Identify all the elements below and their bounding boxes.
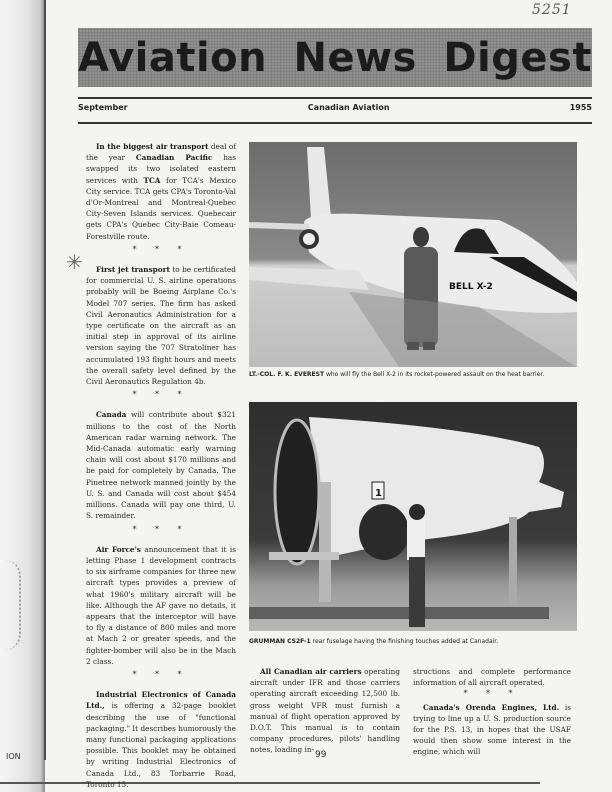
photo-bell-x2 [249,142,577,367]
page-binding-shadow [0,0,45,792]
news-column-middle [250,666,400,756]
news-item-continued: structions and complete performance information of all aircraft operated. [413,667,571,688]
photo-caption-grumman: GRUMMAN CS2F-1 rear fuselage having the finishing touches added at Canadair. [249,638,499,645]
news-item-air-carriers-manual: All Canadian air carriers operating aircraft under IFR and those carriers operating aircraft exceeding 12,500 lb. gross weight VFR must furnish a manual of flight operation approved by D.O.T. This manual is to contain company procedures, pilots' handling notes, loading in- [250,667,400,755]
news-column-left [86,141,236,790]
binding-edge [44,0,46,760]
news-item-industrial-electronics: Industrial Electronics of Canada Ltd., is offering a 32-page booklet describing the use of "functional packaging." It describes humorously the many functional packaging applications possible. This booklet may be obtained by writing Industrial Electronics of Canada Ltd., 83 Torbarrie Road, Toronto 15. [86,690,236,789]
header-year: 1955 [569,103,592,112]
news-item-air-transport-deal: In the biggest air transport deal of the year Canadian Pacific has swapped its two isolated eastern services with TCA for TCA's Mexico City service. TCA gets CPA's Toronto-Val d'Or-Montreal and Montreal-Quebec City-Seven Islands services. Quebecair gets CPA's Quebec City-Baie Comeau-Forestville route. [86,142,236,241]
handwritten-page-note: 5251 [532,2,572,18]
bell-x2-illustration [249,142,577,367]
news-column-right [413,666,571,758]
facing-page-fragment: ION [6,752,21,761]
news-item-air-force: Air Force's announcement that it is letting Phase 1 development contracts to six airframe companies for three new aircraft types provides a preview of what 1960's military aircraft will be like. Although the AF gave no details, it appears that the interceptor will have to fly a distance of 800 miles and more at Mach 2 or greater speeds, and the fighter-bomber will also be in the Mach 2 class. [86,544,236,666]
separator-stars: * * * [132,524,190,534]
photo-grumman-fuselage [249,402,577,631]
masthead-title: Aviation News Digest [78,34,592,81]
photo-caption-everest: LT.-COL. F. K. EVEREST who will fly the Bell X-2 in its rocket-powered assault on the heat barrier. [249,371,545,378]
aircraft-marking: BELL X-2 [449,282,493,292]
header-top-rule [78,97,592,99]
margin-dotted-mark [5,560,21,650]
header-publication: Canadian Aviation [307,103,390,112]
fuselage-illustration [249,402,577,631]
news-item-first-jet-transport: First jet transport to be certificated for commercial U. S. airline operations probably will be Boeing Airplane Co.'s Model 707 series. The firm has asked Civil Aeronautics Administration for a type certificate on the aircraft as an initial step in approval of its airline version saying the 707 Stratoliner has accumulated 193 flight hours and meets the overall safety level defined by the Civil Aeronautics Regulation 4b. [86,265,236,387]
page-number: 99 [315,750,327,760]
separator-stars: * * * [132,390,190,400]
jig-number: 1 [375,488,382,499]
news-item-radar-network: Canada will contribute about $321 millions to the cost of the North American radar warning network. The Mid-Canada automatic early warning chain will cost about $170 millions and be paid for completely by Canada. The Pinetree network manned jointly by the U. S. and Canada will cost about $454 millions. Canada will pay one third, U. S. remainder. [86,410,236,521]
news-item-orenda-engines: Canada's Orenda Engines, Ltd. is trying to line up a U. S. production source for the P.S. 13, in hopes that the USAF would then show some interest in the engine, which will [413,702,571,757]
header-bottom-rule [78,122,592,124]
handwritten-margin-mark: ✳ [66,250,83,274]
bottom-edge-rule [0,782,540,784]
separator-stars: * * * [463,689,521,699]
separator-stars: * * * [132,669,190,679]
running-header [78,103,592,112]
separator-stars: * * * [132,244,190,254]
header-month: September [78,103,128,112]
masthead-banner [78,28,592,87]
